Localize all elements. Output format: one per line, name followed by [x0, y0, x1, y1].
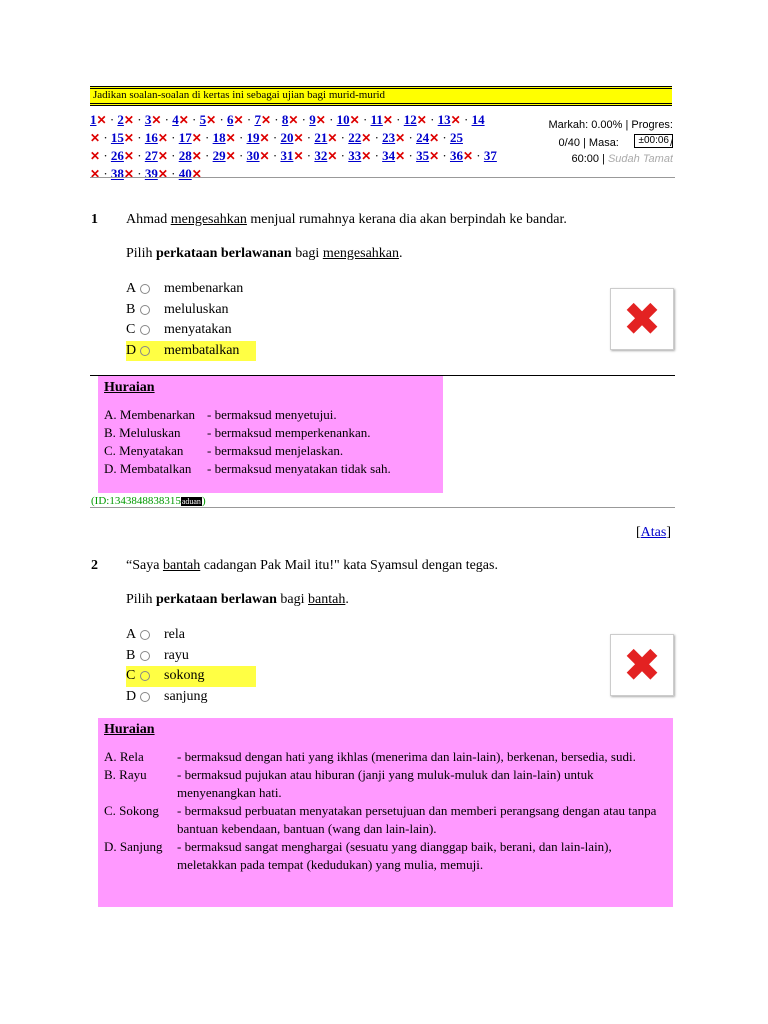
nav-separator: ·	[137, 148, 142, 163]
question-id-text: (ID:1343848838315	[91, 495, 181, 507]
score-panel	[530, 117, 673, 167]
explanation-meaning: - bermaksud perbuatan menyatakan persetujuan dan memberi perangsang dengan atau tanpa bantuan kebendaan, bantuan (wang dan lain-lain).	[177, 803, 657, 836]
wrong-mark-icon: ✕	[225, 149, 236, 163]
nav-separator: ·	[306, 148, 312, 163]
option-letter: B	[126, 301, 136, 317]
explanation-term: C. Menyatakan	[104, 443, 184, 458]
option-text: rela	[164, 627, 185, 643]
wrong-mark-icon: ✕	[123, 167, 134, 181]
wrong-mark-icon: ✕	[349, 113, 360, 127]
nav-separator: ·	[374, 130, 379, 145]
nav-separator: ·	[219, 112, 224, 127]
question-nav-link[interactable]: 4	[172, 112, 179, 127]
question-nav-line	[90, 165, 535, 183]
q2-result-box	[610, 634, 674, 696]
progress-count: 0/40 | Masa:	[558, 137, 619, 149]
nav-separator: ·	[137, 112, 142, 127]
banner-text: Jadikan soalan-soalan di kertas ini sebagai ujian bagi murid-murid	[93, 89, 386, 101]
question-2-sentence	[126, 558, 498, 574]
option-letter: C	[126, 322, 136, 338]
time-limit: 60:00 |	[571, 153, 605, 165]
q1-prompt-part: bagi	[291, 246, 323, 261]
nav-separator: ·	[205, 130, 210, 145]
wrong-mark-icon: ✕	[462, 149, 474, 163]
wrong-mark-icon: ✕	[395, 149, 406, 163]
nav-separator: ·	[272, 130, 278, 145]
q1-option-a[interactable]	[126, 279, 256, 300]
wrong-mark-icon: ✕	[361, 131, 372, 145]
nav-separator: ·	[246, 112, 252, 127]
explanation-row	[104, 802, 667, 838]
explanation-term: A. Rela	[104, 749, 144, 764]
wrong-mark-icon: ✕	[361, 149, 372, 163]
question-nav-link[interactable]: 8	[281, 112, 289, 127]
option-text: rayu	[164, 647, 189, 663]
question-nav-link[interactable]: 35	[416, 148, 430, 163]
nav-separator: ·	[306, 130, 312, 145]
nav-separator: ·	[476, 148, 481, 163]
wrong-mark-icon: ✕	[96, 113, 107, 127]
question-nav-link[interactable]: 6	[227, 112, 234, 127]
explanation-meaning: - bermaksud dengan hati yang ikhlas (menerima dan lain-lain), berkenan, bersedia, sudi.	[177, 749, 636, 764]
q2-explanation	[98, 718, 673, 907]
question-2-number: 2	[91, 558, 98, 573]
question-nav-line	[90, 147, 535, 165]
q1-prompt-underlined: mengesahkan	[322, 246, 400, 261]
wrong-mark-icon: ✕	[429, 149, 440, 163]
question-nav-link[interactable]: 33	[348, 148, 362, 163]
option-radio[interactable]	[140, 305, 150, 315]
nav-separator: ·	[340, 130, 345, 145]
nav-separator: ·	[362, 112, 368, 127]
wrong-mark-icon: ✕	[178, 113, 189, 127]
q2-prompt-bold: perkataan berlawan	[155, 592, 277, 607]
option-letter: D	[126, 688, 137, 704]
question-nav-link[interactable]: 13	[437, 112, 451, 127]
question-nav-link[interactable]: 28	[178, 148, 192, 163]
nav-separator: ·	[396, 112, 401, 127]
wrong-answer-icon: ✖	[622, 292, 662, 346]
option-radio[interactable]	[140, 692, 150, 702]
explanation-row	[104, 424, 437, 442]
explanation-term: C. Sokong	[104, 803, 159, 818]
question-nav-link[interactable]: 9	[309, 112, 316, 127]
question-2-prompt	[126, 592, 349, 608]
explanation-term: A. Membenarkan	[104, 407, 195, 422]
q1-explanation	[98, 376, 443, 493]
nav-separator: ·	[103, 166, 108, 181]
wrong-mark-icon: ✕	[416, 113, 427, 127]
wrong-mark-icon: ✕	[123, 131, 134, 145]
question-navigator	[90, 111, 535, 183]
option-radio[interactable]	[140, 284, 150, 294]
question-nav-link[interactable]: 24	[416, 130, 430, 145]
nav-separator: ·	[103, 130, 108, 145]
question-nav-link[interactable]: 32	[314, 148, 328, 163]
explanation-row	[104, 442, 437, 460]
q2-sentence-part: “Saya	[126, 558, 163, 573]
q2-underlined-word: bantah	[162, 558, 201, 573]
option-radio[interactable]	[140, 671, 150, 681]
instruction-banner	[90, 86, 672, 106]
nav-separator: ·	[442, 130, 447, 145]
question-nav-link[interactable]: 40	[178, 166, 192, 181]
nav-separator: ·	[408, 148, 413, 163]
nav-separator: ·	[442, 148, 447, 163]
score-progress-label: Markah: 0.00% | Progres:	[548, 119, 673, 131]
wrong-mark-icon: ✕	[327, 149, 338, 163]
option-letter: B	[126, 647, 136, 663]
q1-option-b[interactable]	[126, 300, 256, 321]
wrong-mark-icon: ✕	[293, 131, 304, 145]
wrong-mark-icon: ✕	[225, 131, 236, 145]
wrong-mark-icon: ✕	[123, 113, 134, 127]
nav-separator: ·	[301, 112, 306, 127]
nav-separator: ·	[164, 112, 169, 127]
explanation-term: D. Membatalkan	[104, 461, 192, 476]
nav-separator: ·	[103, 148, 108, 163]
nav-separator: ·	[374, 148, 379, 163]
q2-prompt-part: bagi	[276, 592, 309, 607]
q1-sentence-part: menjual rumahnya kerana dia akan berpindah ke bandar.	[246, 212, 567, 227]
explanation-row	[104, 838, 667, 874]
q2-sentence-part: cadangan Pak Mail itu!" kata Syamsul dengan tegas.	[200, 558, 498, 573]
nav-separator: ·	[171, 166, 176, 181]
wrong-mark-icon: ✕	[157, 167, 168, 181]
q1-option-d[interactable]	[126, 341, 256, 362]
nav-separator: ·	[430, 112, 435, 127]
question-nav-link[interactable]: 21	[314, 130, 328, 145]
question-nav-link[interactable]: 5	[199, 112, 207, 127]
wrong-answer-icon: ✖	[622, 638, 662, 692]
question-1-options	[126, 279, 256, 361]
explanation-row	[104, 406, 437, 424]
nav-separator: ·	[329, 112, 334, 127]
explanation-meaning: - bermaksud memperkenankan.	[207, 425, 371, 440]
question-nav-link[interactable]: 29	[212, 148, 226, 163]
wrong-mark-icon: ✕	[288, 113, 299, 127]
question-nav-link[interactable]: 7	[254, 112, 261, 127]
nav-separator: ·	[192, 112, 197, 127]
explanation-term: B. Meluluskan	[104, 425, 181, 440]
explanation-row	[104, 748, 667, 766]
question-1-number: 1	[91, 212, 98, 227]
question-nav-link[interactable]: 10	[336, 112, 350, 127]
wrong-mark-icon: ✕	[191, 131, 202, 145]
explanation-meaning: - bermaksud sangat menghargai (sesuatu yang dianggap baik, berani, dan lain-lain), meletakkan pada tempat (kedudukan) yang mulia, memuji.	[177, 839, 612, 872]
time-slash: /	[669, 137, 673, 149]
question-nav-link[interactable]: 20	[280, 130, 294, 145]
nav-separator: ·	[274, 112, 279, 127]
q2-option-d[interactable]	[126, 687, 256, 708]
question-2-options	[126, 625, 256, 707]
option-radio[interactable]	[140, 651, 150, 661]
explanation-title: Huraian	[104, 380, 155, 395]
wrong-mark-icon: ✕	[259, 149, 270, 163]
wrong-mark-icon: ✕	[429, 131, 440, 145]
back-to-top	[636, 525, 671, 541]
question-nav-link[interactable]: 2	[117, 112, 124, 127]
wrong-mark-icon: ✕	[90, 131, 101, 145]
nav-separator: ·	[463, 112, 469, 127]
q2-prompt-part: Pilih	[126, 592, 156, 607]
timer-box: ±00:06	[634, 134, 673, 148]
wrong-mark-icon: ✕	[233, 113, 244, 127]
explanation-meaning: - bermaksud menjelaskan.	[207, 443, 344, 458]
wrong-mark-icon: ✕	[90, 149, 101, 163]
divider	[90, 177, 675, 178]
nav-separator: ·	[408, 130, 413, 145]
question-nav-link[interactable]: 38	[110, 166, 124, 181]
wrong-mark-icon: ✕	[382, 113, 393, 127]
option-text: sokong	[164, 668, 205, 684]
question-nav-link[interactable]: 18	[212, 130, 226, 145]
question-nav-link[interactable]: 12	[403, 112, 417, 127]
option-text: sanjung	[164, 688, 208, 704]
nav-separator: ·	[137, 130, 142, 145]
question-nav-link[interactable]: 37	[483, 148, 497, 163]
explanation-meaning: - bermaksud pujukan atau hiburan (janji yang muluk-muluk dan lain-lain) untuk menyenangkan hati.	[177, 767, 594, 800]
option-letter: A	[126, 627, 137, 643]
q1-result-box	[610, 288, 674, 350]
question-nav-link[interactable]: 27	[144, 148, 158, 163]
q1-prompt-part: .	[399, 246, 403, 261]
option-letter: D	[126, 342, 137, 358]
nav-separator: ·	[272, 148, 278, 163]
question-nav-link[interactable]: 25	[449, 130, 463, 145]
option-radio[interactable]	[140, 325, 150, 335]
bracket: ]	[666, 525, 672, 540]
wrong-mark-icon: ✕	[90, 167, 101, 181]
wrong-mark-icon: ✕	[151, 113, 162, 127]
wrong-mark-icon: ✕	[450, 113, 461, 127]
question-nav-link[interactable]: 15	[110, 130, 124, 145]
explanation-meaning: - bermaksud menyetujui.	[207, 407, 337, 422]
question-nav-link[interactable]: 34	[382, 148, 396, 163]
q2-option-c[interactable]	[126, 666, 256, 687]
question-nav-link[interactable]: 39	[144, 166, 158, 181]
divider	[90, 507, 675, 508]
wrong-mark-icon: ✕	[157, 149, 168, 163]
wrong-mark-icon: ✕	[327, 131, 338, 145]
explanation-meaning: - bermaksud menyatakan tidak sah.	[207, 461, 391, 476]
wrong-mark-icon: ✕	[191, 149, 202, 163]
explanation-row	[104, 766, 667, 802]
nav-separator: ·	[109, 112, 115, 127]
wrong-mark-icon: ✕	[395, 131, 406, 145]
wrong-mark-icon: ✕	[260, 113, 271, 127]
option-letter: A	[126, 281, 137, 297]
q1-prompt-bold: perkataan berlawanan	[155, 246, 292, 261]
question-nav-link[interactable]: 19	[246, 130, 260, 145]
question-nav-link[interactable]: 17	[178, 130, 192, 145]
q2-prompt-underlined: bantah	[308, 592, 346, 607]
q1-prompt-part: Pilih	[126, 246, 156, 261]
question-nav-link[interactable]: 22	[348, 130, 362, 145]
explanation-term: B. Rayu	[104, 767, 147, 782]
bracket: [	[636, 525, 641, 540]
q1-option-c[interactable]	[126, 320, 256, 341]
option-text: membatalkan	[164, 342, 240, 358]
wrong-mark-icon: ✕	[259, 131, 270, 145]
explanation-term: D. Sanjung	[104, 839, 163, 854]
option-text: meluluskan	[164, 301, 229, 317]
q1-sentence-part: Ahmad	[126, 212, 171, 227]
q2-option-a[interactable]	[126, 625, 256, 646]
nav-separator: ·	[137, 166, 142, 181]
q2-option-b[interactable]	[126, 646, 256, 667]
back-to-top-link[interactable]: Atas	[640, 525, 667, 540]
nav-separator: ·	[171, 130, 176, 145]
question-nav-link[interactable]: 36	[449, 148, 463, 163]
question-nav-link[interactable]: 16	[144, 130, 158, 145]
question-nav-link[interactable]: 14	[471, 112, 485, 127]
question-nav-link[interactable]: 23	[382, 130, 396, 145]
option-radio[interactable]	[140, 630, 150, 640]
question-nav-link[interactable]: 11	[370, 112, 383, 127]
option-letter: C	[126, 668, 136, 684]
question-nav-line	[90, 129, 535, 147]
report-button[interactable]: aduan	[181, 497, 201, 506]
wrong-mark-icon: ✕	[191, 167, 202, 181]
question-nav-line	[90, 111, 535, 129]
question-nav-link[interactable]: 31	[280, 148, 294, 163]
wrong-mark-icon: ✕	[206, 113, 217, 127]
q2-prompt-part: .	[345, 592, 349, 607]
nav-separator: ·	[238, 148, 244, 163]
option-text: membenarkan	[164, 281, 244, 297]
q1-underlined-word: mengesahkan	[170, 212, 247, 227]
question-nav-link[interactable]: 26	[110, 148, 124, 163]
question-nav-link[interactable]: 3	[144, 112, 152, 127]
question-nav-link[interactable]: 30	[246, 148, 260, 163]
question-1-prompt	[126, 246, 403, 262]
explanation-row	[104, 460, 437, 478]
wrong-mark-icon: ✕	[123, 149, 134, 163]
question-id	[91, 495, 206, 507]
wrong-mark-icon: ✕	[315, 113, 326, 127]
option-text: menyatakan	[164, 322, 232, 338]
question-1-sentence	[126, 212, 567, 228]
nav-separator: ·	[238, 130, 244, 145]
question-id-text: )	[201, 495, 206, 507]
nav-separator: ·	[171, 148, 176, 163]
explanation-title: Huraian	[104, 722, 155, 737]
finish-link[interactable]: Sudah Tamat	[607, 153, 673, 165]
option-radio[interactable]	[140, 346, 150, 356]
nav-separator: ·	[205, 148, 210, 163]
question-nav-link[interactable]: 1	[90, 112, 97, 127]
nav-separator: ·	[340, 148, 345, 163]
wrong-mark-icon: ✕	[157, 131, 168, 145]
wrong-mark-icon: ✕	[293, 149, 304, 163]
